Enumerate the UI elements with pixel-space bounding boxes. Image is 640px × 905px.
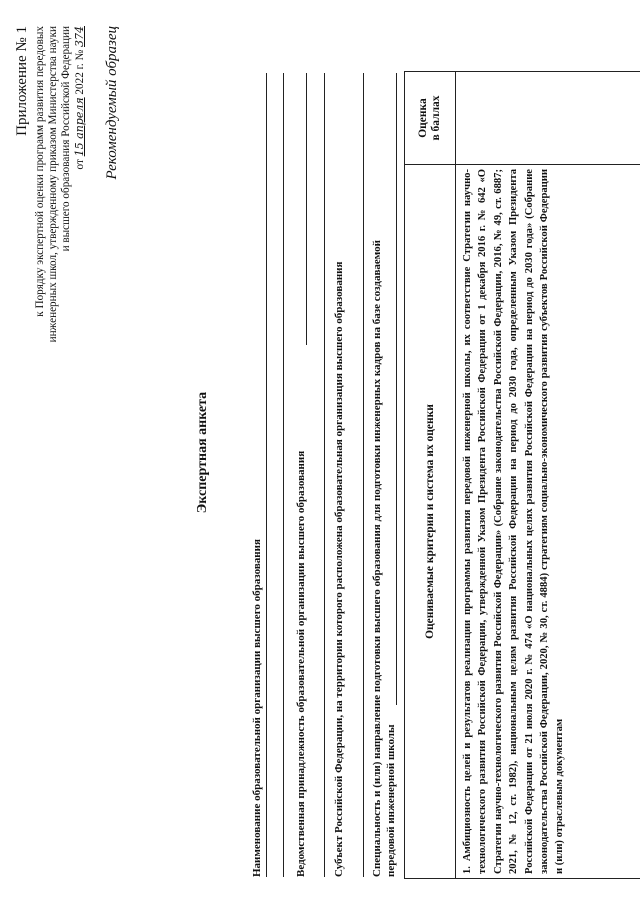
field-affiliation-line[interactable]	[306, 73, 307, 345]
date-year: 2022 г. №	[74, 49, 86, 95]
field-subject	[332, 262, 346, 877]
field-affiliation-line-2[interactable]	[324, 73, 325, 877]
date-number-handwritten: 374	[73, 26, 86, 47]
criteria-row-1-text: 1. Амбициозность целей и результатов реализации программы развития передовой инженерной школы, их соответствие Стратегии научно-технологического развития Российской Федерации, утвержденной Указом Президента Российской Федерации от 1 декабря 2016 г. № 642 «О Стратегии научно-технологического развития Российской Федерации» (Собрание законодательства Российской Федерации, 2016, № 49, ст. 6887; 2021, № 12, ст. 1982), национальным целям развития Российской Федерации на период до 2030 года, определенным Указом Президента Российской Федерации от 21 июля 2020 г. № 474 «О национальных целях развития Российской Федерации на период до 2030 года» (Собрание законодательства Российской Федерации, 2020, № 30, ст. 4884) стратегиям социально-экономического развития субъектов Российской Федерации и (или) отраслевым документам	[456, 164, 640, 878]
field-org-name-line[interactable]	[266, 73, 267, 877]
appendix-line-3: и высшего образования Российской Федерации	[60, 26, 72, 252]
appendix-block	[12, 26, 87, 546]
criteria-row-1-score[interactable]	[456, 72, 640, 164]
field-org-name-line-2[interactable]	[283, 73, 284, 877]
field-org-name-label: Наименование образовательной организации высшего образования	[251, 539, 263, 877]
date-prefix: от	[74, 159, 86, 170]
appendix-line-1: к Порядку экспертной оценки программ развития передовых	[34, 26, 46, 317]
appendix-number: Приложение № 1	[14, 26, 30, 136]
field-specialty-label-2: передовой инженерной школы	[385, 724, 397, 877]
appendix-date-line	[73, 26, 87, 546]
appendix-line-2: инженерных школ, утвержденному приказом Министерства науки	[47, 26, 59, 343]
field-specialty	[370, 69, 398, 877]
field-affiliation	[294, 451, 308, 877]
date-day-handwritten: 15 апреля	[73, 97, 86, 157]
field-specialty-line[interactable]	[396, 73, 397, 705]
field-affiliation-label: Ведомственная принадлежность образовательной организации высшего образования	[295, 450, 307, 877]
field-subject-line[interactable]	[363, 73, 364, 877]
field-org-name	[250, 539, 264, 877]
criteria-column-header: Оцениваемые критерии и система их оценки	[405, 164, 456, 878]
field-specialty-label-1: Специальность и (или) направление подготовки высшего образования для подготовки инженерных кадров на базе создаваемой	[371, 240, 383, 877]
criteria-table	[404, 71, 640, 879]
field-subject-label: Субъект Российской Федерации, на территории которого расположена образовательная организация высшего образования	[333, 261, 345, 877]
score-header-line-1: Оценка	[417, 98, 429, 138]
sample-label: Рекомендуемый образец	[104, 26, 120, 180]
score-header-line-2: в баллах	[430, 95, 442, 141]
form-title: Экспертная анкета	[195, 391, 210, 514]
score-column-header	[405, 72, 456, 164]
